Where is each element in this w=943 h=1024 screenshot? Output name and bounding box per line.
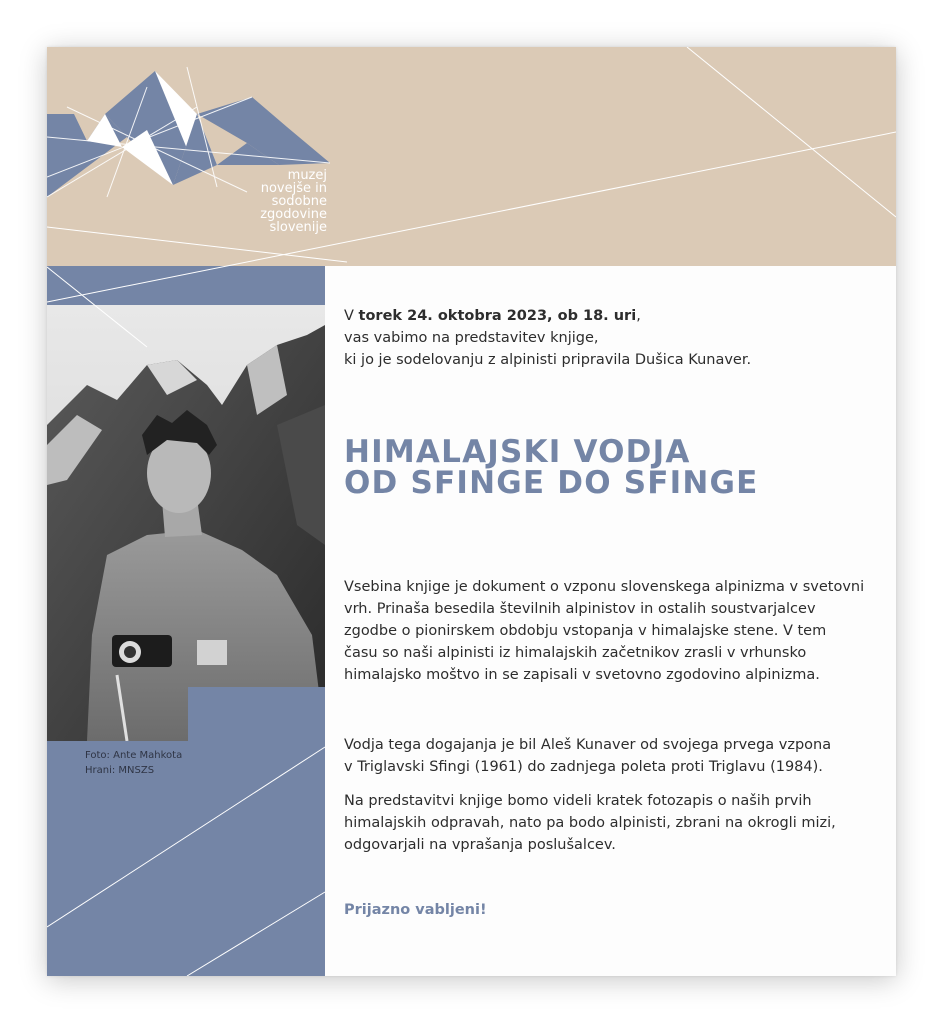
logo-line: slovenije	[269, 220, 327, 235]
paragraph-line: času so naši alpinisti iz himalajskih začetnikov zrasli v vrhunsko	[344, 645, 807, 661]
logo-line: novejše in	[260, 181, 327, 196]
invitation-card	[47, 47, 896, 976]
event-date: torek 24. oktobra 2023, ob 18. uri	[358, 308, 637, 324]
description-paragraph-1	[344, 576, 884, 686]
paragraph-line: vrh. Prinaša besedila številnih alpinistov in ostalih soustvarjalcev	[344, 601, 816, 617]
description-paragraph-2	[344, 734, 884, 778]
header-band	[47, 47, 896, 266]
paragraph-line: Na predstavitvi knjige bomo videli kratek fotozapis o naših prvih	[344, 793, 812, 809]
photo-credit-owner: Hrani: MNSZS	[85, 765, 155, 776]
invitation-text	[344, 305, 884, 371]
invitation-suffix: ,	[636, 308, 641, 324]
paragraph-line: v Triglavski Sfingi (1961) do zadnjega poleta proti Triglavu (1984).	[344, 759, 823, 775]
logo-line: sodobne	[271, 194, 327, 209]
book-title-line-1: HIMALAJSKI VODJA	[344, 434, 691, 470]
paragraph-line: himalajsko moštvo in se zapisali v svetovno zgodovino alpinizma.	[344, 667, 820, 683]
photo-credit	[85, 748, 182, 778]
invitation-line-1	[344, 305, 884, 327]
logo-line: zgodovine	[260, 207, 327, 222]
photo-credit-author: Foto: Ante Mahkota	[85, 750, 183, 761]
invitation-line-3: ki jo je sodelovanju z alpinisti pripravila Dušica Kunaver.	[344, 352, 752, 368]
closing-greeting: Prijazno vabljeni!	[344, 902, 487, 918]
logo-line: muzej	[287, 168, 327, 183]
museum-logo-text	[197, 169, 327, 234]
book-title-line-2: OD SFINGE DO SFINGE	[344, 465, 759, 501]
paragraph-line: Vsebina knjige je dokument o vzponu slovenskega alpinizma v svetovni	[344, 579, 865, 595]
paragraph-line: himalajskih odpravah, nato pa bodo alpinisti, zbrani na okrogli mizi,	[344, 815, 836, 831]
paragraph-line: Vodja tega dogajanja je bil Aleš Kunaver od svojega prvega vzpona	[344, 737, 832, 753]
description-paragraph-3	[344, 790, 884, 856]
invitation-line-2: vas vabimo na predstavitev knjige,	[344, 330, 599, 346]
mountaineer-photo	[47, 305, 325, 741]
photo-corner-block	[188, 687, 325, 741]
paragraph-line: zgodbe o pionirskem obdobju vstopanja v himalajske stene. V tem	[344, 623, 827, 639]
invitation-prefix: V	[344, 308, 359, 324]
book-title	[344, 434, 874, 501]
paragraph-line: odgovarjali na vprašanja poslušalcev.	[344, 837, 616, 853]
